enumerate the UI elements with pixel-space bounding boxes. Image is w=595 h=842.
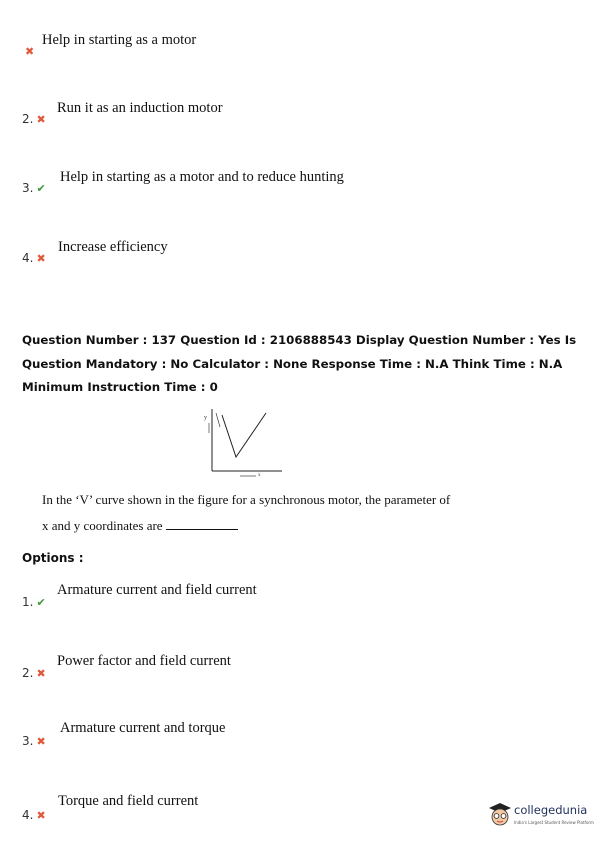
option-number: 4. ✖	[22, 808, 46, 822]
wrong-mark-icon: ✖	[36, 809, 46, 822]
wrong-mark-icon: ✖	[25, 45, 35, 58]
option-number: 2. ✖	[22, 112, 46, 126]
option-text: Run it as an induction motor	[57, 100, 223, 116]
wrong-mark-icon: ✖	[36, 667, 46, 680]
wrong-mark-icon: ✖	[36, 113, 46, 126]
correct-check-icon: ✔	[36, 596, 46, 609]
figure-y-label: y	[204, 415, 207, 421]
figure-x-label: x	[258, 473, 261, 477]
wrong-mark-icon: ✖	[36, 735, 46, 748]
options-label: Options :	[22, 551, 84, 565]
logo-text: collegedunia	[514, 803, 588, 817]
option-text: Power factor and field current	[57, 653, 231, 669]
option-number	[22, 44, 34, 58]
collegedunia-logo	[488, 800, 592, 832]
option-text: Torque and field current	[58, 793, 199, 809]
option-number: 4. ✖	[22, 251, 46, 265]
correct-check-icon: ✔	[36, 182, 46, 195]
wrong-mark-icon: ✖	[36, 252, 46, 265]
option-number: 2. ✖	[22, 666, 46, 680]
option-text: Help in starting as a motor	[42, 32, 197, 48]
option-text: Armature current and field current	[57, 582, 257, 598]
question-text-line-1: In the ‘V’ curve shown in the figure for a synchronous motor, the parameter of	[42, 492, 451, 507]
mascot-icon	[488, 802, 512, 828]
question-text-line-2: x and y coordinates are	[42, 518, 238, 534]
option-number: 3. ✖	[22, 734, 46, 748]
option-text: Help in starting as a motor and to reduce hunting	[60, 169, 344, 185]
option-text: Armature current and torque	[60, 720, 226, 736]
logo-tagline: India's Largest Student Review Platform	[514, 820, 594, 825]
v-curve-figure	[200, 405, 290, 477]
answer-blank	[166, 519, 238, 530]
option-text: Increase efficiency	[58, 239, 168, 255]
option-number: 3. ✔	[22, 181, 46, 195]
question-header: Question Number : 137 Question Id : 2106888543 Display Question Number : Yes Is Question Mandatory : No Calculator : None Response Time : N.A Think Time : N.A Minimum Instruction Time : 0	[22, 333, 577, 394]
option-number: 1. ✔	[22, 595, 46, 609]
